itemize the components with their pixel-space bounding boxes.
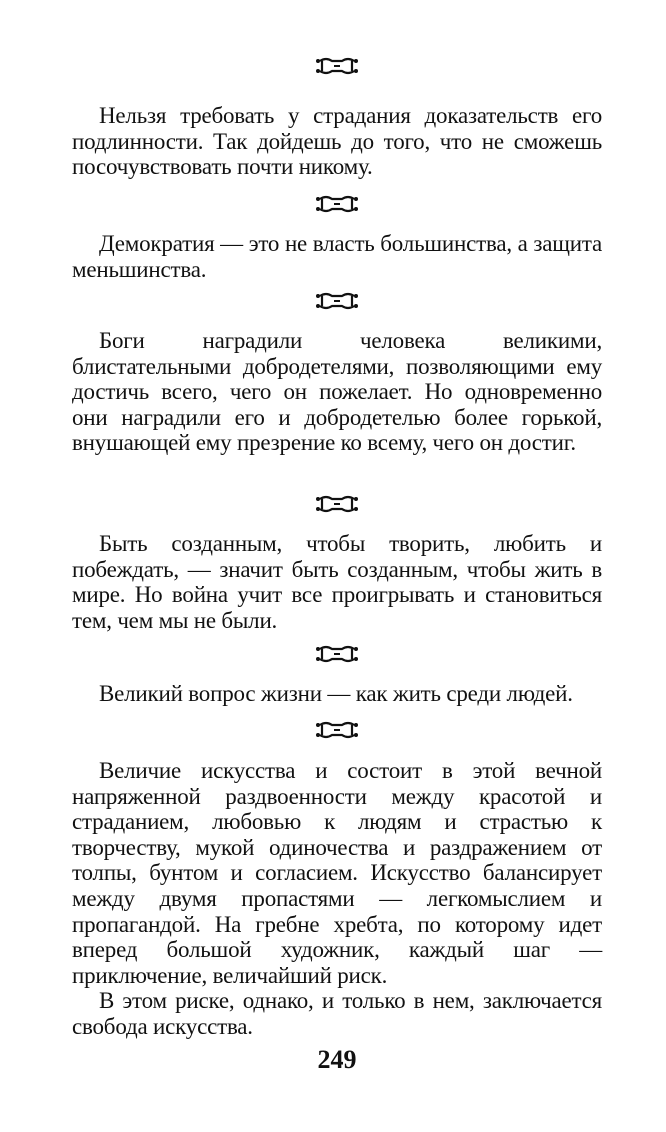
- quote-paragraph-1: Нельзя требовать у страдания доказательств его подлинности. Так дойдешь до того, что не сможешь посочувствовать почти никому.: [72, 103, 602, 180]
- fleuron-icon: [314, 493, 360, 515]
- fleuron-icon: [314, 55, 360, 77]
- quote-paragraph-2: Демократия — это не власть большинства, а защита меньшинства.: [72, 231, 602, 282]
- quote-paragraph-4: Быть созданным, чтобы творить, любить и побеждать, — значит быть созданным, чтобы жить в мире. Но война учит все проигрывать и становиться тем, чем мы не были.: [72, 531, 602, 633]
- quote-paragraph-3: Боги наградили человека великими, блистательными добродетелями, позволяющими ему достичь всего, чего он пожелает. Но одновременно они наградили его и добродетелью более горькой, внушающей ему презрение ко всему, чего он достиг.: [72, 328, 602, 456]
- fleuron-icon: [314, 719, 360, 741]
- quote-paragraph-6: Величие искусства и состоит в этой вечной напряженной раздвоенности между красотой и страданием, любовью к людям и страстью к творчеству, мукой одиночества и раздражением от толпы, бунтом и согласием. Искусство балансирует между двумя пропастями — легкомыслием и пропагандой. На гребне хребта, по которому идет вперед большой художник, каждый шаг — приключение, величайший риск.: [72, 758, 602, 988]
- fleuron-icon: [314, 290, 360, 312]
- quote-paragraph-5: Великий вопрос жизни — как жить среди людей.: [99, 681, 573, 706]
- quote-paragraph-7: В этом риске, однако, и только в нем, заключается свобода искусства.: [72, 988, 602, 1039]
- page-number: 249: [317, 1045, 357, 1074]
- fleuron-icon: [314, 643, 360, 665]
- fleuron-icon: [314, 193, 360, 215]
